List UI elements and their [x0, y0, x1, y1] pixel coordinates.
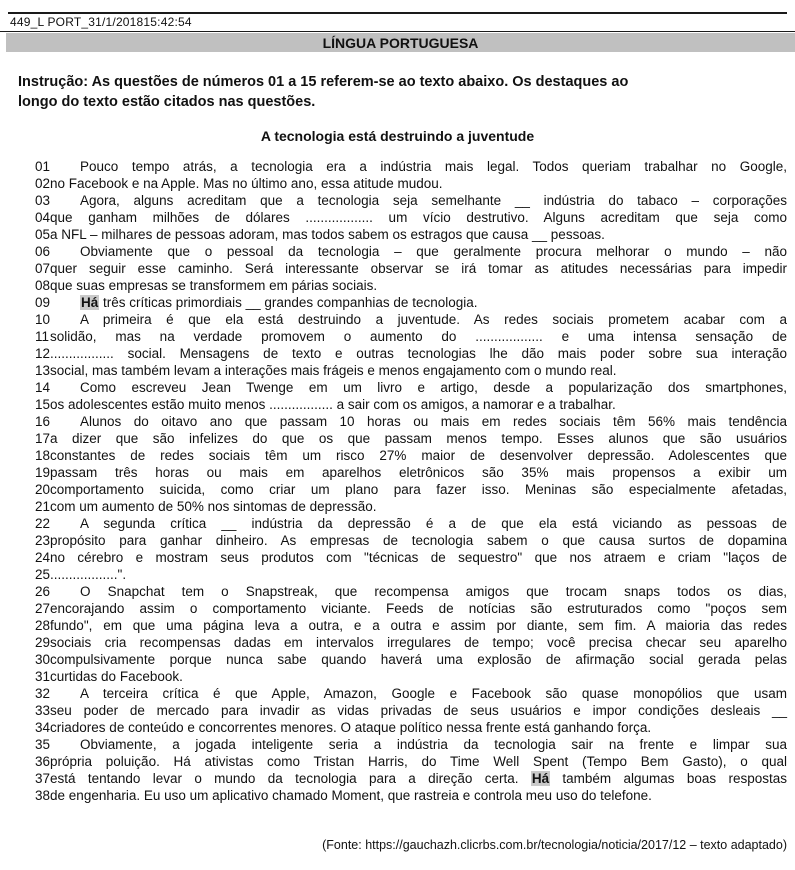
- line-number: 25: [35, 567, 51, 582]
- line-number: 16: [35, 414, 51, 429]
- line-number: 34: [35, 720, 51, 735]
- text-segment: ................. social. Mensagens de texto e outras tecnologias lhe dão mais poder sobre sua interação: [50, 346, 787, 361]
- text-segment: A segunda crítica __ indústria da depressão é a de que ela está viciando as pessoas de: [80, 516, 787, 531]
- text-line: [0, 345, 795, 362]
- text-line: [0, 464, 795, 481]
- text-line: [0, 362, 795, 379]
- text-line: [0, 719, 795, 736]
- text-lines: [0, 158, 795, 804]
- text-segment: A terceira crítica é que Apple, Amazon, Google e Facebook são quase monopólios que usam: [80, 686, 787, 701]
- line-text: [50, 566, 787, 583]
- line-text: [50, 413, 787, 430]
- line-text: [50, 464, 787, 481]
- text-line: [0, 736, 795, 753]
- instruction-line-2: longo do texto estão citados nas questões.: [18, 94, 316, 110]
- text-line: [0, 753, 795, 770]
- text-line: [0, 413, 795, 430]
- line-number: 09: [35, 295, 51, 310]
- line-number: 26: [35, 584, 51, 599]
- text-line: [0, 651, 795, 668]
- text-line: [0, 175, 795, 192]
- line-text: [50, 600, 787, 617]
- line-text: [50, 651, 787, 668]
- text-line: [0, 396, 795, 413]
- line-text: [50, 396, 787, 413]
- highlighted-word: Há: [531, 771, 550, 786]
- line-number: 28: [35, 618, 51, 633]
- line-text: [50, 311, 787, 328]
- file-stamp: 449_L PORT_31/1/201815:42:54: [10, 15, 192, 29]
- text-segment: encorajando assim o comportamento viciante. Feeds de notícias são estruturados como "poços sem: [50, 601, 787, 616]
- text-segment: comportamento suicida, como criar um plano para fazer isso. Meninas são especialmente afetadas,: [50, 482, 787, 497]
- line-number: 08: [35, 278, 51, 293]
- text-segment: os adolescentes estão muito menos ................. a sair com os amigos, a namorar e a trabalhar.: [50, 397, 616, 412]
- text-segment: Alunos do oitavo ano que passam 10 horas ou mais em redes sociais têm 56% mais tendência: [80, 414, 787, 429]
- line-text: [50, 345, 787, 362]
- line-number: 06: [35, 244, 51, 259]
- text-segment: que ganham milhões de dólares .................. um vício destrutivo. Alguns acreditam que seja como: [50, 210, 787, 225]
- line-text: [50, 770, 787, 787]
- text-line: [0, 277, 795, 294]
- line-text: [50, 481, 787, 498]
- line-text: [50, 260, 787, 277]
- line-number: 17: [35, 431, 51, 446]
- line-number: 07: [35, 261, 51, 276]
- text-segment: três críticas primordiais __ grandes companhias de tecnologia.: [99, 295, 478, 310]
- text-segment: de engenharia. Eu uso um aplicativo chamado Moment, que rastreia e controla meu uso do telefone.: [50, 788, 652, 803]
- line-number: 29: [35, 635, 51, 650]
- text-segment: também algumas boas respostas: [550, 771, 787, 786]
- text-segment: passam três horas ou mais em aparelhos eletrônicos são 35% mais propensos a exibir um: [50, 465, 787, 480]
- text-line: [0, 328, 795, 345]
- line-text: [50, 192, 787, 209]
- line-number: 38: [35, 788, 51, 803]
- text-line: [0, 600, 795, 617]
- text-line: [0, 617, 795, 634]
- text-line: [0, 192, 795, 209]
- text-line: [0, 226, 795, 243]
- text-segment: social, mas também levam a interações mais frágeis e menos engajamento com o mundo real.: [50, 363, 617, 378]
- text-line: [0, 634, 795, 651]
- line-number: 14: [35, 380, 51, 395]
- article-title: A tecnologia está destruindo a juventude: [260, 128, 535, 144]
- line-text: [50, 379, 787, 396]
- line-text: [50, 532, 787, 549]
- text-segment: Pouco tempo atrás, a tecnologia era a indústria mais legal. Todos queriam trabalhar no Google,: [80, 159, 787, 174]
- text-line: [0, 549, 795, 566]
- line-text: [50, 362, 787, 379]
- line-number: 33: [35, 703, 51, 718]
- subject-banner-title: LÍNGUA PORTUGUESA: [322, 34, 479, 51]
- line-text: [50, 753, 787, 770]
- line-text: [50, 243, 787, 260]
- line-number: 21: [35, 499, 51, 514]
- line-number: 13: [35, 363, 51, 378]
- text-segment: no Facebook e na Apple. Mas no último ano, essa atitude mudou.: [50, 176, 443, 191]
- text-line: [0, 294, 795, 311]
- text-segment: Agora, alguns acreditam que a tecnologia seja semelhante __ indústria do tabaco – corporações: [80, 193, 787, 208]
- text-line: [0, 685, 795, 702]
- line-text: [50, 702, 787, 719]
- text-segment: propósito para ganhar dinheiro. As empresas de tecnologia sabem o que causa surtos de dopamina: [50, 533, 787, 548]
- text-line: [0, 668, 795, 685]
- line-text: [50, 277, 787, 294]
- subject-banner: [6, 33, 795, 52]
- text-line: [0, 787, 795, 804]
- line-number: 31: [35, 669, 51, 684]
- text-segment: Obviamente que o pessoal da tecnologia – que geralmente procura melhorar o mundo – não: [80, 244, 787, 259]
- text-segment: a NFL – milhares de pessoas adoram, mas todos sabem os estragos que causa __ pessoas.: [50, 227, 605, 242]
- line-number: 37: [35, 771, 51, 786]
- line-number: 27: [35, 601, 51, 616]
- text-segment: compulsivamente porque nunca sabe quando haverá uma explosão de afirmação social gerada pelas: [50, 652, 787, 667]
- text-line: [0, 447, 795, 464]
- line-text: [50, 668, 787, 685]
- line-number: 03: [35, 193, 51, 208]
- text-line: [0, 515, 795, 532]
- line-text: [50, 736, 787, 753]
- text-line: [0, 379, 795, 396]
- text-segment: ..................".: [50, 567, 127, 582]
- text-line: [0, 209, 795, 226]
- instruction-line-1: Instrução: As questões de números 01 a 15 referem-se ao texto abaixo. Os destaques ao: [18, 74, 629, 90]
- text-segment: criadores de conteúdo e concorrentes menores. O ataque político nessa frente está ganhando força.: [50, 720, 652, 735]
- line-number: 30: [35, 652, 51, 667]
- line-number: 02: [35, 176, 51, 191]
- text-line: [0, 566, 795, 583]
- text-line: [0, 498, 795, 515]
- line-text: [50, 175, 787, 192]
- line-text: [50, 583, 787, 600]
- highlighted-word: Há: [81, 295, 99, 310]
- text-segment: constantes de redes sociais têm um risco 27% maior de desenvolver depressão. Adolescentes que: [50, 448, 787, 463]
- line-number: 19: [35, 465, 51, 480]
- text-segment: no cérebro e mostram seus produtos com "técnicas de sequestro" que nos atraem e criam "laços de: [50, 550, 787, 565]
- text-segment: solidão, mas na verdade promovem o aumento do .................. e uma intensa sensação de: [50, 329, 787, 344]
- text-segment: que suas empresas se transformem em párias sociais.: [50, 278, 378, 293]
- text-line: [0, 158, 795, 175]
- line-text: [50, 617, 787, 634]
- line-number: 15: [35, 397, 51, 412]
- text-line: [0, 430, 795, 447]
- line-number: 10: [35, 312, 51, 327]
- text-line: [0, 532, 795, 549]
- text-segment: Como escreveu Jean Twenge em um livro e artigo, desde a popularização dos smartphones,: [80, 380, 787, 395]
- text-segment: está tentando levar o mundo da tecnologia para a direção certa.: [50, 771, 531, 786]
- line-number: 12: [35, 346, 51, 361]
- text-segment: a dizer que são infelizes do que os que passam menos tempo. Esses alunos que são usuários: [50, 431, 787, 446]
- line-text: [50, 158, 787, 175]
- line-text: [50, 549, 787, 566]
- line-number: 32: [35, 686, 51, 701]
- line-number: 20: [35, 482, 51, 497]
- line-text: [50, 294, 787, 311]
- text-line: [0, 243, 795, 260]
- text-segment: Obviamente, a jogada inteligente seria a indústria da tecnologia sair na frente e limpar sua: [80, 737, 787, 752]
- text-line: [0, 770, 795, 787]
- text-line: [0, 583, 795, 600]
- text-line: [0, 702, 795, 719]
- line-text: [50, 209, 787, 226]
- text-segment: A primeira é que ela está destruindo a juventude. As redes sociais prometem acabar com a: [80, 312, 787, 327]
- source-citation: (Fonte: https://gauchazh.clicrbs.com.br/tecnologia/noticia/2017/12 – texto adaptado): [322, 838, 787, 852]
- line-number: 35: [35, 737, 51, 752]
- line-number: 01: [35, 159, 51, 174]
- line-text: [50, 498, 787, 515]
- line-number: 24: [35, 550, 51, 565]
- line-text: [50, 447, 787, 464]
- line-text: [50, 430, 787, 447]
- line-text: [50, 328, 787, 345]
- text-segment: quer seguir esse caminho. Será interessante observar se irá tomar as atitudes necessárias para impedir: [50, 261, 787, 276]
- text-segment: curtidas do Facebook.: [50, 669, 183, 684]
- line-number: 11: [35, 329, 50, 344]
- line-text: [50, 634, 787, 651]
- line-number: 04: [35, 210, 51, 225]
- line-text: [50, 787, 787, 804]
- text-segment: própria poluição. Há ativistas como Tristan Harris, do Time Well Spent (Tempo Bem Gasto), o qual: [50, 754, 787, 769]
- line-number: 18: [35, 448, 51, 463]
- line-number: 23: [35, 533, 51, 548]
- text-line: [0, 311, 795, 328]
- text-segment: sociais cria recompensas dadas em intervalos irregulares de tempo; você precisa checar seu aparelho: [50, 635, 787, 650]
- line-text: [50, 719, 787, 736]
- text-segment: O Snapchat tem o Snapstreak, que recompensa amigos que trocam snaps todos os dias,: [80, 584, 787, 599]
- line-text: [50, 515, 787, 532]
- text-segment: fundo", em que uma página leva a outra, e a outra e assim por diante, sem fim. A maioria das redes: [50, 618, 787, 633]
- text-line: [0, 481, 795, 498]
- text-segment: com um aumento de 50% nos sintomas de depressão.: [50, 499, 377, 514]
- text-segment: seu poder de mercado para invadir as vidas privadas de seus usuários e impor condições desleais __: [50, 703, 787, 718]
- line-number: 05: [35, 227, 51, 242]
- line-number: 22: [35, 516, 51, 531]
- header-divider: [0, 31, 795, 32]
- line-text: [50, 685, 787, 702]
- line-number: 36: [35, 754, 51, 769]
- text-line: [0, 260, 795, 277]
- instruction-block: [18, 72, 785, 112]
- line-text: [50, 226, 787, 243]
